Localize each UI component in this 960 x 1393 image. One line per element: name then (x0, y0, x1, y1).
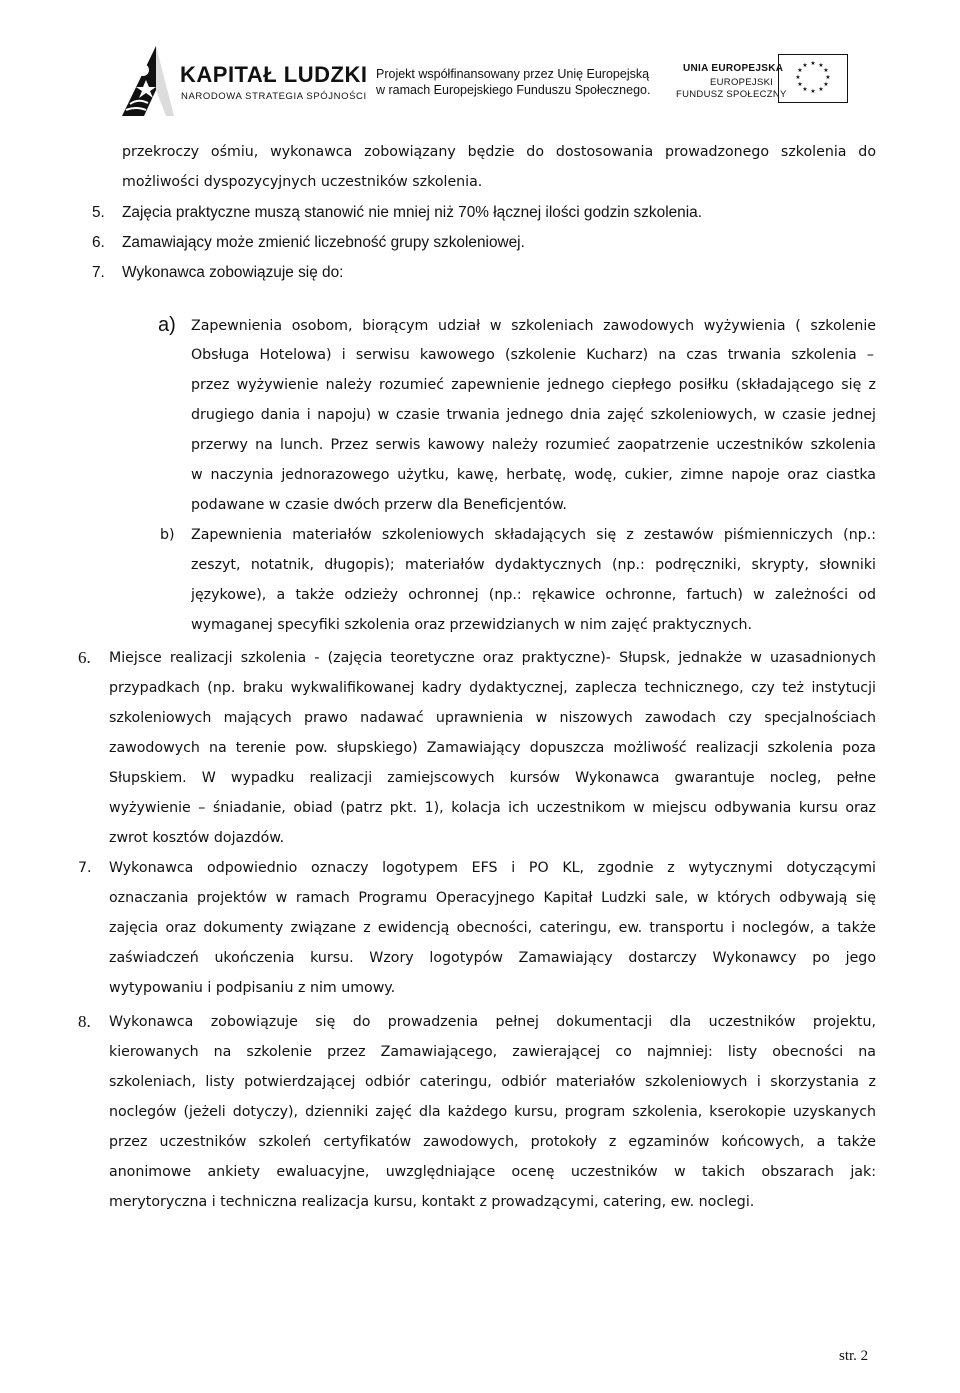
project-line-2: w ramach Europejskiego Funduszu Społecznego. (376, 83, 651, 97)
item-7-line: zajęcia oraz dokumenty związane z ewidencją obecności, cateringu, ew. transportu i noclegów, a także (109, 920, 876, 936)
item-8-line: merytoryczna i techniczna realizacja kursu, kontakt z prowadzącymi, catering, ew. noclegi. (109, 1194, 755, 1210)
eu-fund-line-1: EUROPEJSKI (710, 77, 774, 88)
list-item-num: 5. (92, 204, 105, 221)
list-item-text: Wykonawca zobowiązuje się do: (122, 264, 344, 281)
svg-text:★: ★ (802, 86, 808, 93)
sub-a-line: podawane w czasie dwóch przerw dla Beneficjentów. (191, 497, 567, 513)
sub-b-line: wymaganej specyfiki szkolenia oraz przewidzianych w nim zajęć praktycznych. (191, 617, 752, 633)
sub-item-a-marker: a) (158, 314, 176, 336)
sub-b-line: zeszyt, notatnik, długopis); materiałów dydaktycznych (np.: podręczniki, skrypty, słowniki (191, 557, 876, 573)
item-7-line: Wykonawca odpowiednio oznaczy logotypem EFS i PO KL, zgodnie z wytycznymi dotyczącymi (109, 860, 876, 876)
sub-item-b-marker: b) (160, 527, 175, 543)
item-8-line: szkoleniach, listy potwierdzającej odbiór cateringu, odbiór materiałów szkoleniowych i skorzystania z (109, 1074, 876, 1090)
kapital-ludzki-logo-icon (116, 46, 174, 116)
svg-text:★: ★ (802, 62, 808, 69)
eu-flag-icon (778, 54, 848, 103)
logo-subtitle: NARODOWA STRATEGIA SPÓJNOŚCI (181, 91, 367, 102)
eu-title: UNIA EUROPEJSKA (683, 63, 784, 74)
svg-text:★: ★ (823, 81, 829, 88)
svg-text:★: ★ (795, 74, 801, 81)
item-8-num: 8. (78, 1012, 91, 1031)
svg-text:★: ★ (825, 74, 831, 81)
item-6-num: 6. (78, 648, 91, 667)
item-7-line: wytypowaniu i podpisaniu z nim umowy. (109, 980, 396, 996)
svg-text:★: ★ (823, 67, 829, 74)
eu-fund-line-2: FUNDUSZ SPOŁECZNY (676, 89, 787, 100)
item-6-line: Słupskiem. W wypadku realizacji zamiejscowych kursów Wykonawca gwarantuje nocleg, pełne (109, 770, 876, 786)
sub-a-line: przez wyżywienie należy rozumieć zapewnienie jednego ciepłego posiłku (składającego się z (191, 377, 876, 393)
intro-line-1: przekroczy ośmiu, wykonawca zobowiązany będzie do dostosowania prowadzonego szkolenia do (122, 144, 876, 160)
sub-b-line: językowe), a także odzieży ochronnej (np.: rękawice ochronne, fartuch) w zależności od (191, 587, 876, 603)
item-7-line: oznaczania projektów w ramach Programu Operacyjnego Kapitał Ludzki sale, w których odbywają się (109, 890, 876, 906)
intro-line-2: możliwości dyspozycyjnych uczestników szkolenia. (122, 174, 483, 190)
list-item-num: 7. (92, 264, 105, 281)
item-6-line: wyżywienie – śniadanie, obiad (patrz pkt. 1), kolacja ich uczestnikom w miejscu odbywania kursu oraz (109, 800, 876, 816)
item-6-line: Miejsce realizacji szkolenia - (zajęcia teoretyczne oraz praktyczne)- Słupsk, jednakże w uzasadnionych (109, 650, 876, 666)
svg-text:★: ★ (818, 86, 824, 93)
svg-text:★: ★ (810, 88, 816, 95)
item-8-line: przez uczestników szkoleń certyfikatów zawodowych, protokoły z egzaminów końcowych, a także (109, 1134, 876, 1150)
sub-a-line: w naczynia jednorazowego użytku, kawę, herbatę, wodę, cukier, zimne napoje oraz ciastka (191, 467, 876, 483)
item-6-line: zwrot kosztów dojazdów. (109, 830, 285, 846)
sub-b-line: Zapewnienia materiałów szkoleniowych składających się z zestawów piśmienniczych (np.: (191, 527, 876, 543)
item-6-line: przypadkach (np. braku wykwalifikowanej kadry dydaktycznej, zaplecza technicznego, czy też instytucji (109, 680, 876, 696)
page-number: str. 2 (839, 1348, 869, 1364)
item-8-line: anonimowe ankiety ewaluacyjne, uwzględniające ocenę uczestników w takich obszarach jak: (109, 1164, 876, 1180)
list-item-text: Zajęcia praktyczne muszą stanowić nie mniej niż 70% łącznej ilości godzin szkolenia. (122, 204, 702, 221)
item-8-line: Wykonawca zobowiązuje się do prowadzenia pełnej dokumentacji dla uczestników projektu, (109, 1014, 876, 1030)
item-7-line: zaświadczeń ukończenia kursu. Wzory logotypów Zamawiający dostarczy Wykonawcy po jego (109, 950, 876, 966)
sub-a-line: przerwy na lunch. Przez serwis kawowy należy rozumieć zaopatrzenie uczestników szkolenia (191, 437, 876, 453)
svg-text:★: ★ (818, 62, 824, 69)
sub-a-line: drugiego dania i napoju) w czasie trwania jednego dnia zajęć szkoleniowych, w czasie jednej (191, 407, 876, 423)
list-item-text: Zamawiający może zmienić liczebność grupy szkoleniowej. (122, 234, 525, 251)
logo-title: KAPITAŁ LUDZKI (180, 62, 368, 87)
item-6-line: zawodowych na terenie pow. słupskiego) Zamawiający dopuszcza możliwość realizacji szkolenia poza (109, 740, 876, 756)
svg-text:★: ★ (797, 81, 803, 88)
project-line-1: Projekt współfinansowany przez Unię Europejską (376, 67, 650, 81)
item-8-line: kierowanych na szkolenie przez Zamawiającego, zawierającej co najmniej: listy obecności na (109, 1044, 876, 1060)
list-item-num: 6. (92, 234, 105, 251)
sub-a-line: Zapewnienia osobom, biorącym udział w szkoleniach zawodowych wyżywienia ( szkolenie (191, 318, 876, 334)
svg-text:★: ★ (797, 67, 803, 74)
item-8-line: noclegów (jeżeli dotyczy), dzienniki zajęć dla każdego kursu, program szkolenia, kserokopie uzyskanych (109, 1104, 876, 1120)
svg-text:★: ★ (810, 60, 816, 67)
item-6-line: szkoleniowych mających prawo nadawać uprawnienia w niszowych zawodach czy specjalnościach (109, 710, 876, 726)
item-7-num: 7. (78, 860, 92, 876)
sub-a-line: Obsługa Hotelowa) i serwisu kawowego (szkolenie Kucharz) na czas trwania szkolenia – (191, 347, 874, 363)
